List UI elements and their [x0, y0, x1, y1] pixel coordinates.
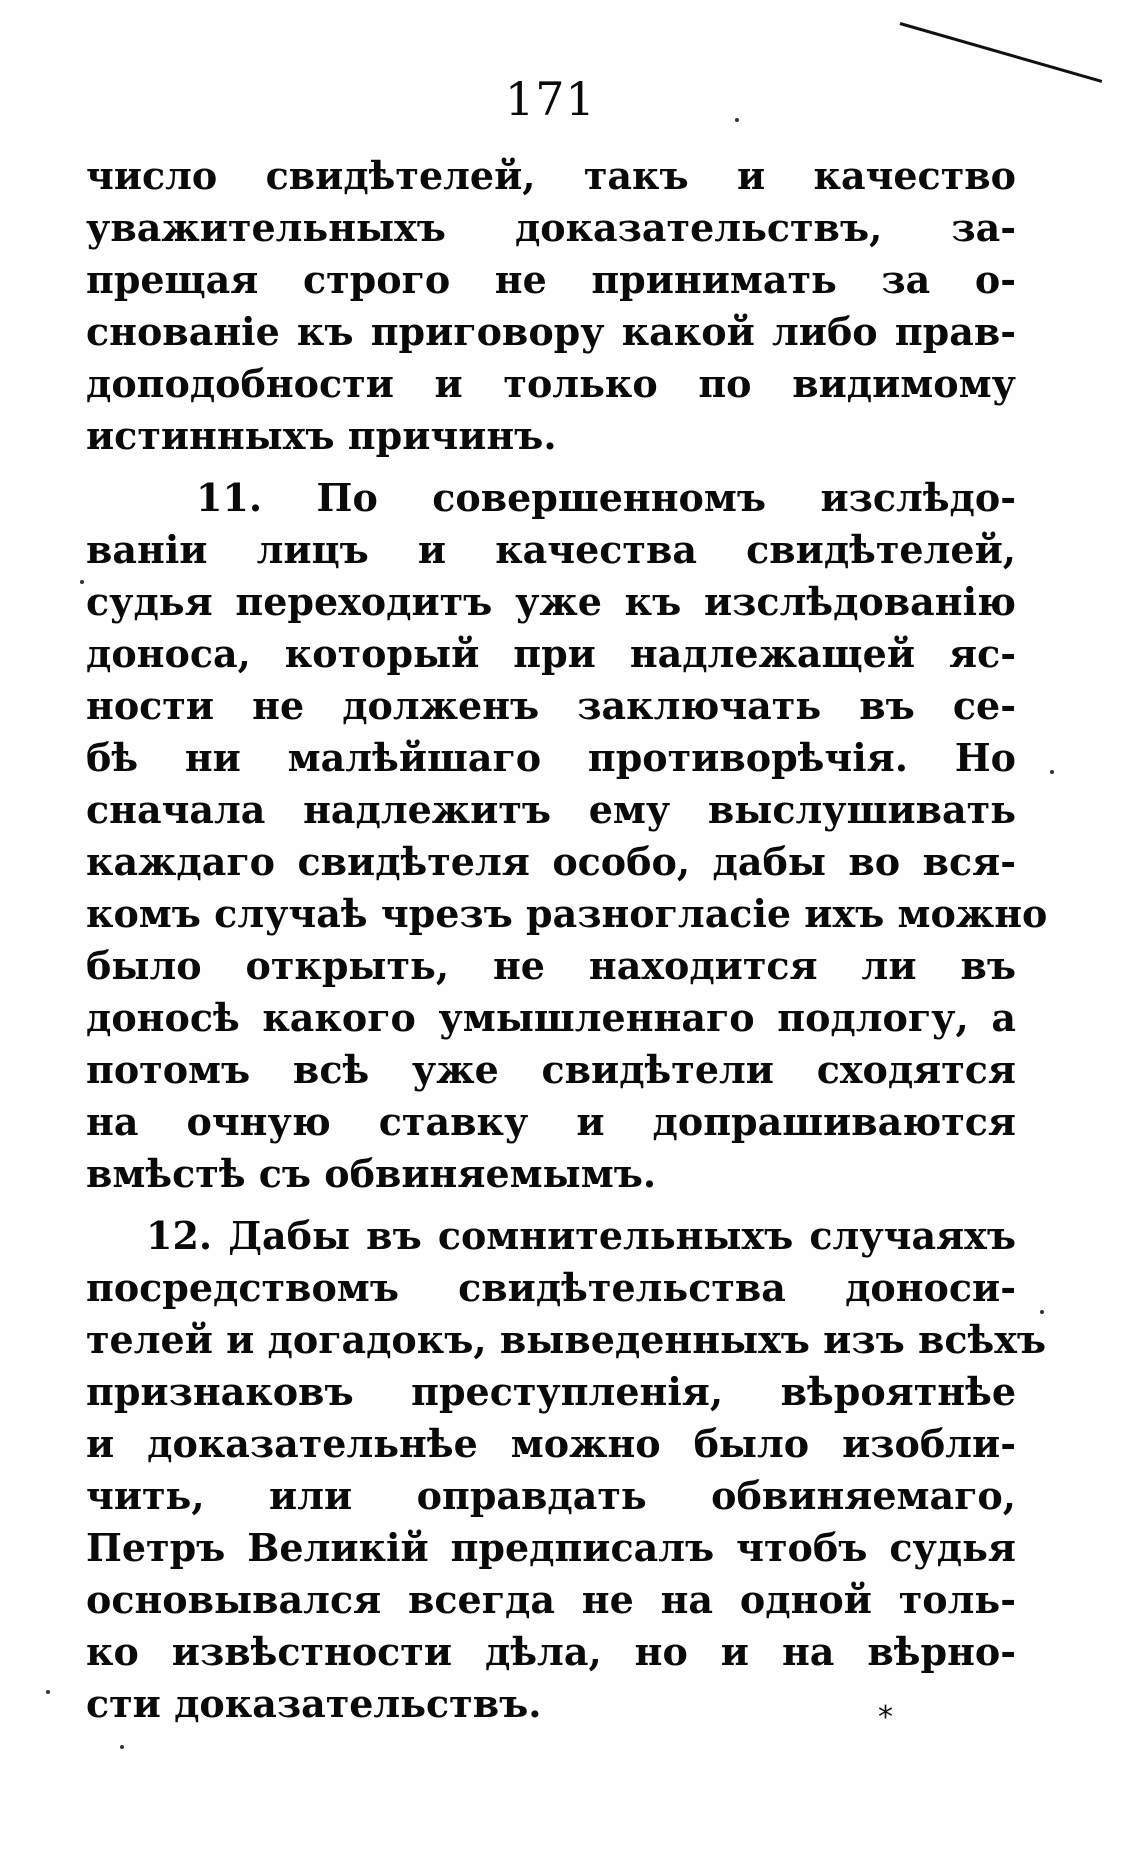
- text-line: основывался всегда не на одной толь-: [86, 1577, 1016, 1622]
- text-line: бѣ ни малѣйшаго противорѣчія. Но: [86, 735, 1016, 780]
- text-line: 12. Дабы въ сомнительныхъ случаяхъ: [146, 1213, 1016, 1258]
- text-line: посредствомъ свидѣтельства доноси-: [86, 1265, 1016, 1310]
- text-line: 11. По совершенномъ изслѣдо-: [196, 475, 1016, 520]
- text-line: сти доказательствъ.: [86, 1681, 542, 1726]
- text-line: доносѣ какого умышленнаго подлогу, а: [86, 995, 1016, 1040]
- text-line: ваніи лицъ и качества свидѣтелей,: [86, 527, 1016, 572]
- text-line: каждаго свидѣтеля особо, дабы во вся-: [86, 839, 1016, 884]
- text-line: Петръ Великій предписалъ чтобъ судья: [86, 1525, 1016, 1570]
- asterisk-ornament: *: [878, 1700, 893, 1735]
- ink-speck: [1050, 770, 1054, 774]
- text-line: доподобности и только по видимому: [86, 361, 1016, 406]
- page-body: [86, 150, 1048, 1740]
- text-line: доноса, который при надлежащей яс-: [86, 631, 1016, 676]
- text-line: комъ случаѣ чрезъ разногласіе ихъ можно: [86, 891, 1048, 936]
- text-line: признаковъ преступленія, вѣроятнѣе: [86, 1369, 1016, 1414]
- text-line: сначала надлежитъ ему выслушивать: [86, 787, 1016, 832]
- text-line: вмѣстѣ съ обвиняемымъ.: [86, 1151, 657, 1196]
- ink-speck: [120, 1745, 124, 1749]
- text-line: и доказательнѣе можно было изобли-: [86, 1421, 1016, 1466]
- text-line: ности не долженъ заключать въ се-: [86, 683, 1016, 728]
- text-line: телей и догадокъ, выведенныхъ изъ всѣхъ: [86, 1317, 1047, 1362]
- text-line: уважительныхъ доказательствъ, за-: [86, 205, 1016, 250]
- paragraph-1: [86, 150, 1016, 462]
- page-number: 171: [505, 72, 596, 126]
- text-line: на очную ставку и допрашиваются: [86, 1099, 1016, 1144]
- text-line: число свидѣтелей, такъ и качество: [86, 153, 1016, 198]
- text-line: было открыть, не находится ли въ: [86, 943, 1016, 988]
- ink-speck: [1040, 1310, 1044, 1314]
- text-line: прещая строго не принимать за о-: [86, 257, 1016, 302]
- ink-speck: [80, 580, 84, 584]
- ink-speck: [735, 118, 739, 122]
- text-line: чить, или оправдать обвиняемаго,: [86, 1473, 1016, 1518]
- text-line: снованіе къ приговору какой либо прав-: [86, 309, 1016, 354]
- text-line: судья переходитъ уже къ изслѣдованію: [86, 579, 1016, 624]
- text-line: потомъ всѣ уже свидѣтели сходятся: [86, 1047, 1016, 1092]
- text-line: ко извѣстности дѣла, но и на вѣрно-: [86, 1629, 1016, 1674]
- ink-stroke: [900, 22, 1103, 83]
- paragraph-2: [86, 472, 1048, 1200]
- text-line: истинныхъ причинъ.: [86, 413, 557, 458]
- paragraph-3: [86, 1210, 1047, 1730]
- ink-speck: [46, 1690, 50, 1694]
